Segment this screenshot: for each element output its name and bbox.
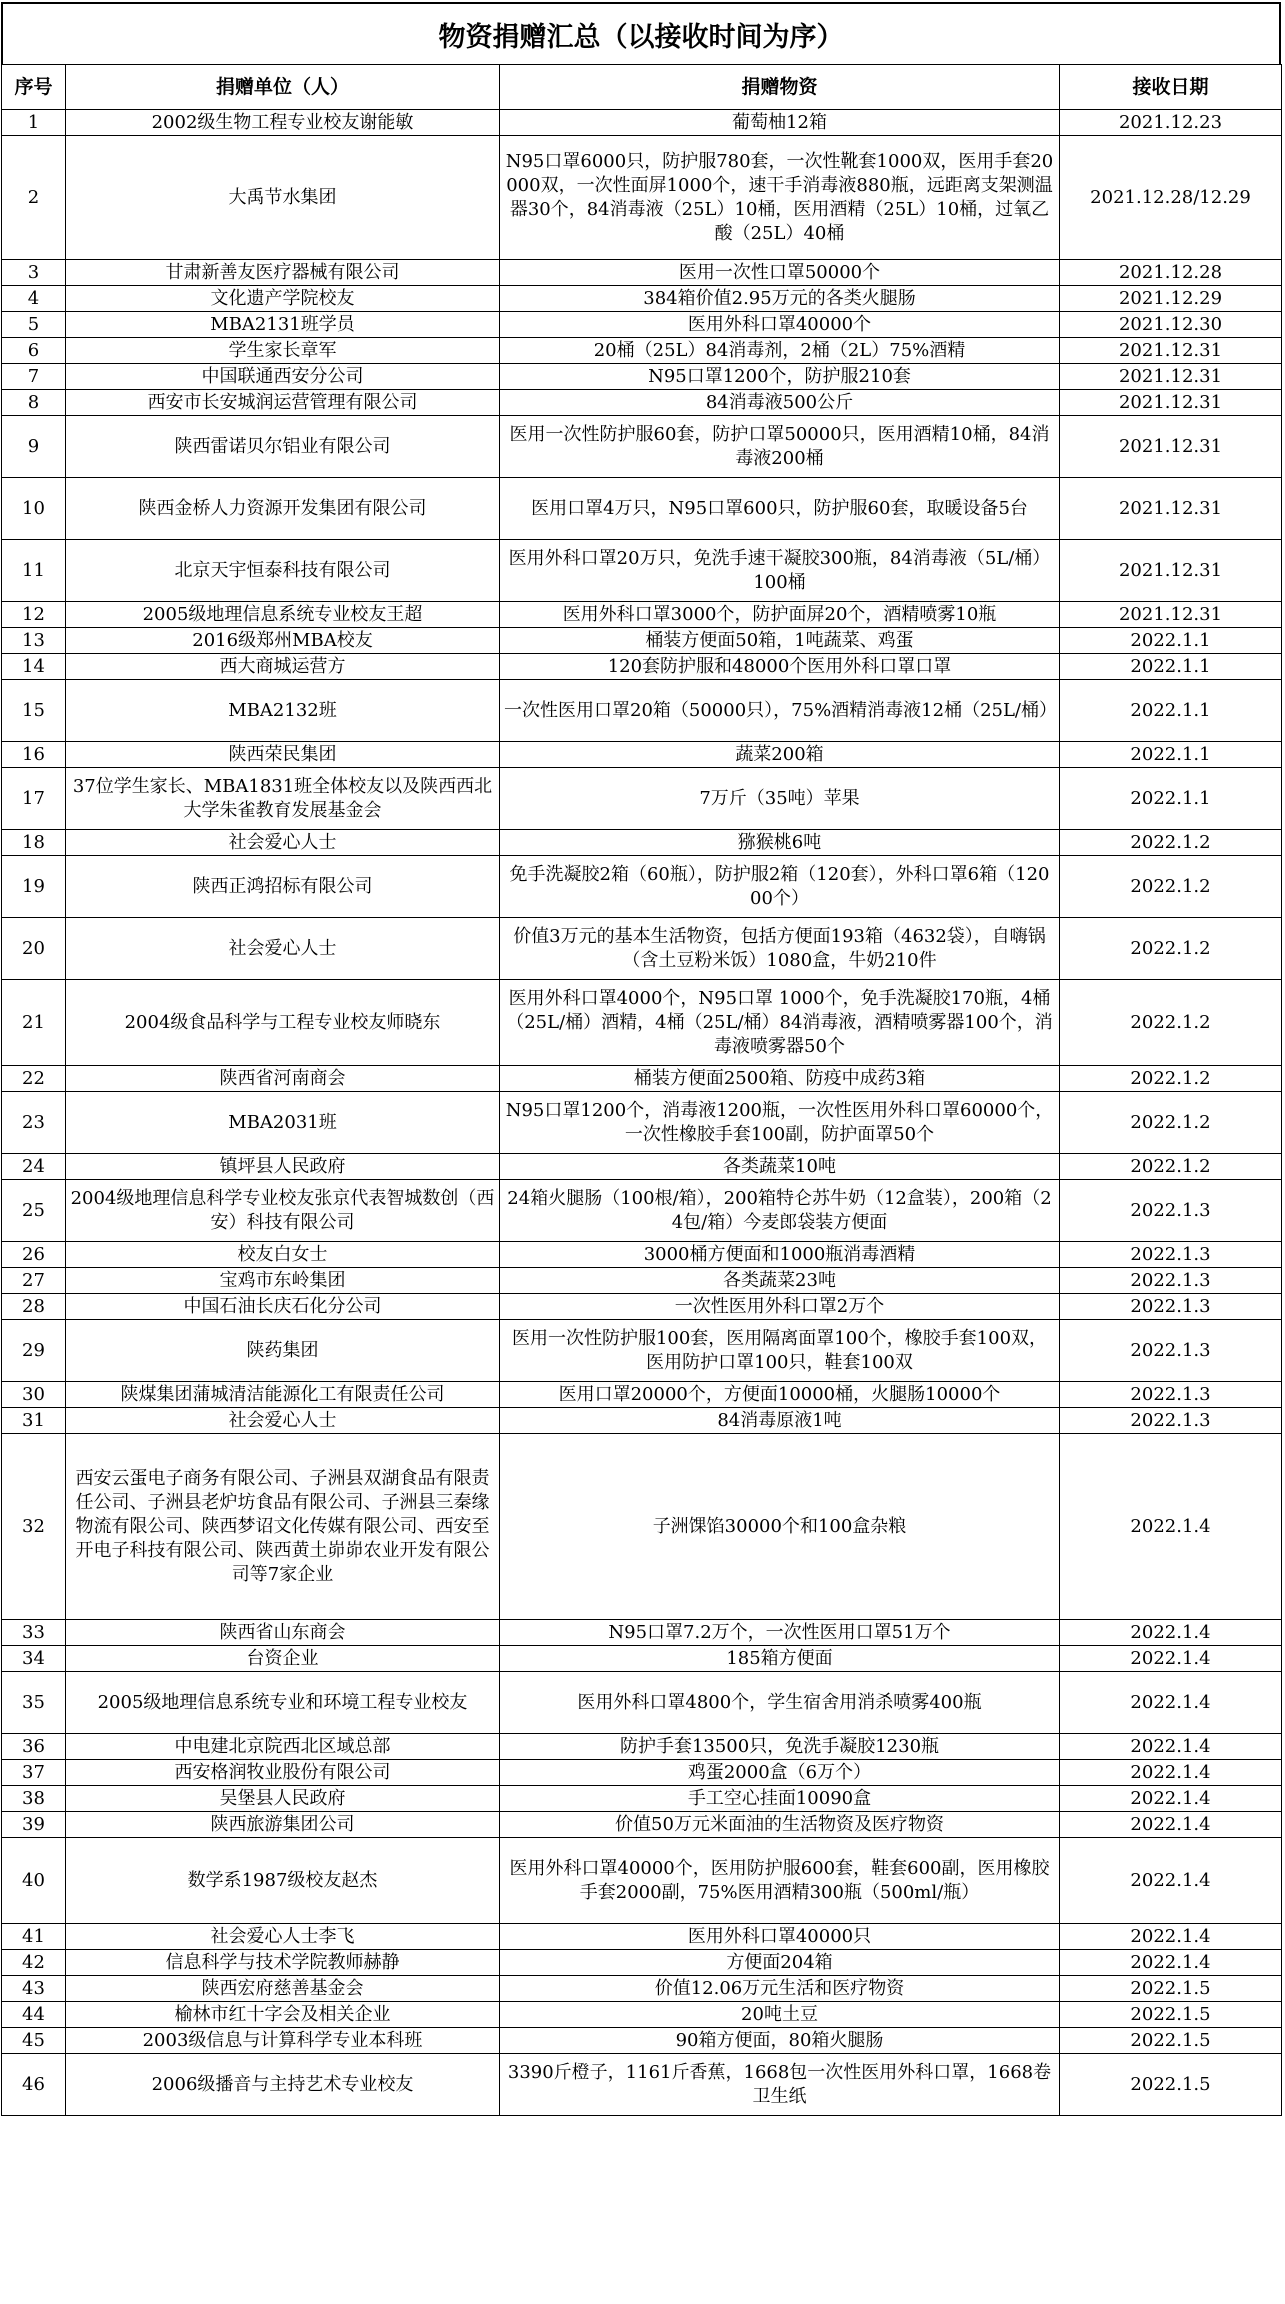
table-row: [2, 1672, 1282, 1734]
row-donor: 社会爱心人士: [66, 1408, 500, 1434]
row-donor: MBA2132班: [66, 680, 500, 742]
row-items: 医用外科口罩20万只，免洗手速干凝胶300瓶，84消毒液（5L/桶）100桶: [500, 540, 1060, 602]
row-donor: MBA2131班学员: [66, 312, 500, 338]
row-donor: 2006级播音与主持艺术专业校友: [66, 2054, 500, 2116]
table-row: [2, 654, 1282, 680]
row-date: 2022.1.5: [1060, 2028, 1282, 2054]
row-items: 医用一次性口罩50000个: [500, 260, 1060, 286]
row-donor: 大禹节水集团: [66, 136, 500, 260]
row-date: 2021.12.31: [1060, 364, 1282, 390]
table-row: [2, 1838, 1282, 1924]
row-seq: 33: [2, 1620, 66, 1646]
row-items: 一次性医用外科口罩2万个: [500, 1294, 1060, 1320]
table-row: [2, 260, 1282, 286]
table-row: [2, 540, 1282, 602]
row-donor: 西安格润牧业股份有限公司: [66, 1760, 500, 1786]
row-donor: 中国联通西安分公司: [66, 364, 500, 390]
row-items: 20吨土豆: [500, 2002, 1060, 2028]
row-items: 医用口罩20000个，方便面10000桶，火腿肠10000个: [500, 1382, 1060, 1408]
table-row: [2, 1434, 1282, 1620]
row-seq: 40: [2, 1838, 66, 1924]
row-donor: 2005级地理信息系统专业校友王超: [66, 602, 500, 628]
row-items: 3390斤橙子，1161斤香蕉，1668包一次性医用外科口罩，1668卷卫生纸: [500, 2054, 1060, 2116]
table-row: [2, 768, 1282, 830]
row-donor: 榆林市红十字会及相关企业: [66, 2002, 500, 2028]
row-items: 各类蔬菜10吨: [500, 1154, 1060, 1180]
row-seq: 36: [2, 1734, 66, 1760]
row-date: 2022.1.2: [1060, 856, 1282, 918]
row-seq: 10: [2, 478, 66, 540]
row-date: 2022.1.4: [1060, 1620, 1282, 1646]
table-row: [2, 1154, 1282, 1180]
row-date: 2021.12.23: [1060, 110, 1282, 136]
table-row: [2, 856, 1282, 918]
row-donor: 陕西金桥人力资源开发集团有限公司: [66, 478, 500, 540]
header-row: [2, 65, 1282, 110]
row-donor: 2005级地理信息系统专业和环境工程专业校友: [66, 1672, 500, 1734]
row-items: 医用外科口罩40000个: [500, 312, 1060, 338]
table-row: [2, 286, 1282, 312]
row-seq: 44: [2, 2002, 66, 2028]
table-row: [2, 1734, 1282, 1760]
row-date: 2021.12.31: [1060, 602, 1282, 628]
row-donor: 台资企业: [66, 1646, 500, 1672]
row-donor: 陕西旅游集团公司: [66, 1812, 500, 1838]
row-items: 84消毒液500公斤: [500, 390, 1060, 416]
row-items: 20桶（25L）84消毒剂，2桶（2L）75%酒精: [500, 338, 1060, 364]
row-donor: 西安云蛋电子商务有限公司、子洲县双湖食品有限责任公司、子洲县老炉坊食品有限公司、子洲县三秦缘物流有限公司、陕西梦诏文化传媒有限公司、西安至开电子科技有限公司、陕西黄土峁峁农业开发有限公司等7家企业: [66, 1434, 500, 1620]
row-seq: 26: [2, 1242, 66, 1268]
row-items: N95口罩1200个，消毒液1200瓶，一次性医用外科口罩60000个，一次性橡胶手套100副，防护面罩50个: [500, 1092, 1060, 1154]
row-donor: 中国石油长庆石化分公司: [66, 1294, 500, 1320]
row-seq: 43: [2, 1976, 66, 2002]
row-items: 免手洗凝胶2箱（60瓶），防护服2箱（120套），外科口罩6箱（12000个）: [500, 856, 1060, 918]
row-items: 医用一次性防护服60套，防护口罩50000只，医用酒精10桶，84消毒液200桶: [500, 416, 1060, 478]
table-row: [2, 2054, 1282, 2116]
row-seq: 28: [2, 1294, 66, 1320]
donation-table: [1, 64, 1282, 2116]
row-items: 价值50万元米面油的生活物资及医疗物资: [500, 1812, 1060, 1838]
row-date: 2022.1.3: [1060, 1294, 1282, 1320]
row-date: 2022.1.5: [1060, 1976, 1282, 2002]
table-row: [2, 1320, 1282, 1382]
row-seq: 12: [2, 602, 66, 628]
row-items: 桶装方便面50箱，1吨蔬菜、鸡蛋: [500, 628, 1060, 654]
row-date: 2022.1.2: [1060, 1154, 1282, 1180]
row-date: 2022.1.3: [1060, 1268, 1282, 1294]
table-row: [2, 1620, 1282, 1646]
row-items: 医用一次性防护服100套，医用隔离面罩100个，橡胶手套100双，医用防护口罩100只，鞋套100双: [500, 1320, 1060, 1382]
row-donor: 陕西正鸿招标有限公司: [66, 856, 500, 918]
table-row: [2, 1786, 1282, 1812]
row-seq: 7: [2, 364, 66, 390]
row-donor: 吴堡县人民政府: [66, 1786, 500, 1812]
row-date: 2022.1.3: [1060, 1382, 1282, 1408]
row-items: 医用外科口罩4800个，学生宿舍用消杀喷雾400瓶: [500, 1672, 1060, 1734]
row-items: 医用口罩4万只，N95口罩600只，防护服60套，取暖设备5台: [500, 478, 1060, 540]
row-seq: 19: [2, 856, 66, 918]
row-date: 2022.1.1: [1060, 680, 1282, 742]
row-seq: 37: [2, 1760, 66, 1786]
row-donor: 西安市长安城润运营管理有限公司: [66, 390, 500, 416]
table-row: [2, 628, 1282, 654]
row-items: 各类蔬菜23吨: [500, 1268, 1060, 1294]
row-seq: 23: [2, 1092, 66, 1154]
header-date: 接收日期: [1060, 65, 1282, 110]
row-donor: 2004级地理信息科学专业校友张京代表智城数创（西安）科技有限公司: [66, 1180, 500, 1242]
row-date: 2022.1.3: [1060, 1242, 1282, 1268]
table-row: [2, 1382, 1282, 1408]
row-items: 猕猴桃6吨: [500, 830, 1060, 856]
row-date: 2022.1.4: [1060, 1672, 1282, 1734]
row-seq: 41: [2, 1924, 66, 1950]
row-donor: 陕西省山东商会: [66, 1620, 500, 1646]
row-donor: 2004级食品科学与工程专业校友师晓东: [66, 980, 500, 1066]
table-row: [2, 1294, 1282, 1320]
row-seq: 24: [2, 1154, 66, 1180]
row-items: 桶装方便面2500箱、防疫中成药3箱: [500, 1066, 1060, 1092]
table-row: [2, 1760, 1282, 1786]
row-items: 医用外科口罩4000个，N95口罩 1000个，免手洗凝胶170瓶，4桶（25L/桶）酒精，4桶（25L/桶）84消毒液，酒精喷雾器100个，消毒液喷雾器50个: [500, 980, 1060, 1066]
row-donor: 37位学生家长、MBA1831班全体校友以及陕西西北大学朱雀教育发展基金会: [66, 768, 500, 830]
row-donor: 社会爱心人士: [66, 830, 500, 856]
row-items: 7万斤（35吨）苹果: [500, 768, 1060, 830]
row-seq: 14: [2, 654, 66, 680]
table-row: [2, 2028, 1282, 2054]
row-items: 185箱方便面: [500, 1646, 1060, 1672]
row-date: 2022.1.1: [1060, 628, 1282, 654]
row-seq: 21: [2, 980, 66, 1066]
row-donor: 陕西宏府慈善基金会: [66, 1976, 500, 2002]
row-date: 2022.1.5: [1060, 2002, 1282, 2028]
row-date: 2022.1.3: [1060, 1408, 1282, 1434]
table-row: [2, 364, 1282, 390]
row-date: 2022.1.2: [1060, 1092, 1282, 1154]
row-donor: 陕药集团: [66, 1320, 500, 1382]
row-donor: 西大商城运营方: [66, 654, 500, 680]
row-donor: 陕西荣民集团: [66, 742, 500, 768]
row-date: 2022.1.2: [1060, 1066, 1282, 1092]
row-items: 蔬菜200箱: [500, 742, 1060, 768]
table-row: [2, 390, 1282, 416]
table-row: [2, 1812, 1282, 1838]
row-seq: 13: [2, 628, 66, 654]
row-date: 2022.1.2: [1060, 830, 1282, 856]
row-donor: 陕西雷诺贝尔铝业有限公司: [66, 416, 500, 478]
row-date: 2022.1.4: [1060, 1838, 1282, 1924]
row-seq: 1: [2, 110, 66, 136]
table-row: [2, 1180, 1282, 1242]
row-seq: 31: [2, 1408, 66, 1434]
row-seq: 16: [2, 742, 66, 768]
row-donor: 北京天宇恒泰科技有限公司: [66, 540, 500, 602]
table-row: [2, 1408, 1282, 1434]
row-donor: 信息科学与技术学院教师赫静: [66, 1950, 500, 1976]
row-date: 2022.1.1: [1060, 742, 1282, 768]
row-donor: 社会爱心人士李飞: [66, 1924, 500, 1950]
row-seq: 32: [2, 1434, 66, 1620]
row-date: 2022.1.4: [1060, 1950, 1282, 1976]
row-seq: 29: [2, 1320, 66, 1382]
table-row: [2, 1268, 1282, 1294]
row-seq: 22: [2, 1066, 66, 1092]
row-items: 384箱价值2.95万元的各类火腿肠: [500, 286, 1060, 312]
row-seq: 39: [2, 1812, 66, 1838]
row-date: 2021.12.31: [1060, 478, 1282, 540]
row-items: 价值12.06万元生活和医疗物资: [500, 1976, 1060, 2002]
row-date: 2022.1.1: [1060, 654, 1282, 680]
row-date: 2022.1.4: [1060, 1734, 1282, 1760]
row-donor: 校友白女士: [66, 1242, 500, 1268]
page-title: 物资捐赠汇总（以接收时间为序）: [1, 2, 1281, 64]
row-items: 24箱火腿肠（100根/箱），200箱特仑苏牛奶（12盒装），200箱（24包/箱）今麦郎袋装方便面: [500, 1180, 1060, 1242]
row-date: 2022.1.4: [1060, 1786, 1282, 1812]
row-date: 2022.1.2: [1060, 980, 1282, 1066]
row-items: 价值3万元的基本生活物资，包括方便面193箱（4632袋），自嗨锅（含土豆粉米饭）1080盒，牛奶210件: [500, 918, 1060, 980]
row-date: 2022.1.2: [1060, 918, 1282, 980]
row-date: 2021.12.28: [1060, 260, 1282, 286]
row-items: N95口罩1200个，防护服210套: [500, 364, 1060, 390]
row-seq: 9: [2, 416, 66, 478]
row-seq: 2: [2, 136, 66, 260]
row-donor: 数学系1987级校友赵杰: [66, 1838, 500, 1924]
row-donor: 宝鸡市东岭集团: [66, 1268, 500, 1294]
row-seq: 4: [2, 286, 66, 312]
row-date: 2022.1.4: [1060, 1646, 1282, 1672]
row-items: 120套防护服和48000个医用外科口罩口罩: [500, 654, 1060, 680]
row-donor: 2002级生物工程专业校友谢能敏: [66, 110, 500, 136]
row-donor: 文化遗产学院校友: [66, 286, 500, 312]
table-row: [2, 830, 1282, 856]
row-items: N95口罩7.2万个，一次性医用口罩51万个: [500, 1620, 1060, 1646]
row-date: 2021.12.31: [1060, 338, 1282, 364]
row-seq: 42: [2, 1950, 66, 1976]
row-donor: 甘肃新善友医疗器械有限公司: [66, 260, 500, 286]
row-seq: 25: [2, 1180, 66, 1242]
row-seq: 15: [2, 680, 66, 742]
row-seq: 46: [2, 2054, 66, 2116]
table-row: [2, 416, 1282, 478]
table-row: [2, 1242, 1282, 1268]
row-items: N95口罩6000只，防护服780套，一次性靴套1000双，医用手套20000双，一次性面屏1000个，速干手消毒液880瓶，远距离支架测温器30个，84消毒液（25L）10桶，医用酒精（25L）10桶，过氧乙酸（25L）40桶: [500, 136, 1060, 260]
table-row: [2, 1092, 1282, 1154]
donation-sheet: [1, 2, 1281, 2116]
row-seq: 20: [2, 918, 66, 980]
table-row: [2, 338, 1282, 364]
table-row: [2, 918, 1282, 980]
row-seq: 45: [2, 2028, 66, 2054]
table-row: [2, 1976, 1282, 2002]
table-row: [2, 312, 1282, 338]
row-items: 方便面204箱: [500, 1950, 1060, 1976]
row-date: 2022.1.3: [1060, 1320, 1282, 1382]
row-seq: 27: [2, 1268, 66, 1294]
row-items: 葡萄柚12箱: [500, 110, 1060, 136]
row-donor: 2016级郑州MBA校友: [66, 628, 500, 654]
row-items: 医用外科口罩40000只: [500, 1924, 1060, 1950]
row-date: 2022.1.4: [1060, 1434, 1282, 1620]
row-items: 子洲馃馅30000个和100盒杂粮: [500, 1434, 1060, 1620]
row-date: 2021.12.30: [1060, 312, 1282, 338]
row-donor: 陕西省河南商会: [66, 1066, 500, 1092]
row-seq: 11: [2, 540, 66, 602]
table-row: [2, 680, 1282, 742]
table-row: [2, 742, 1282, 768]
table-row: [2, 1646, 1282, 1672]
row-date: 2021.12.31: [1060, 390, 1282, 416]
table-row: [2, 980, 1282, 1066]
table-row: [2, 136, 1282, 260]
row-seq: 17: [2, 768, 66, 830]
header-donor: 捐赠单位（人）: [66, 65, 500, 110]
row-date: 2021.12.28/12.29: [1060, 136, 1282, 260]
row-donor: 2003级信息与计算科学专业本科班: [66, 2028, 500, 2054]
table-row: [2, 1950, 1282, 1976]
row-items: 医用外科口罩3000个，防护面屏20个，酒精喷雾10瓶: [500, 602, 1060, 628]
table-row: [2, 602, 1282, 628]
row-items: 医用外科口罩40000个，医用防护服600套，鞋套600副，医用橡胶手套2000副，75%医用酒精300瓶（500ml/瓶）: [500, 1838, 1060, 1924]
row-seq: 30: [2, 1382, 66, 1408]
row-donor: 镇坪县人民政府: [66, 1154, 500, 1180]
row-seq: 6: [2, 338, 66, 364]
table-body: [2, 110, 1282, 2116]
header-seq: 序号: [2, 65, 66, 110]
row-donor: MBA2031班: [66, 1092, 500, 1154]
row-items: 手工空心挂面10090盒: [500, 1786, 1060, 1812]
table-row: [2, 110, 1282, 136]
table-row: [2, 2002, 1282, 2028]
row-date: 2021.12.31: [1060, 416, 1282, 478]
row-donor: 社会爱心人士: [66, 918, 500, 980]
row-date: 2022.1.3: [1060, 1180, 1282, 1242]
row-seq: 35: [2, 1672, 66, 1734]
table-row: [2, 1066, 1282, 1092]
row-seq: 3: [2, 260, 66, 286]
row-date: 2021.12.31: [1060, 540, 1282, 602]
row-seq: 38: [2, 1786, 66, 1812]
row-donor: 中电建北京院西北区域总部: [66, 1734, 500, 1760]
row-seq: 8: [2, 390, 66, 416]
row-items: 3000桶方便面和1000瓶消毒酒精: [500, 1242, 1060, 1268]
row-donor: 陕煤集团蒲城清洁能源化工有限责任公司: [66, 1382, 500, 1408]
table-row: [2, 1924, 1282, 1950]
row-items: 90箱方便面，80箱火腿肠: [500, 2028, 1060, 2054]
row-items: 84消毒原液1吨: [500, 1408, 1060, 1434]
row-seq: 34: [2, 1646, 66, 1672]
header-items: 捐赠物资: [500, 65, 1060, 110]
row-date: 2022.1.4: [1060, 1924, 1282, 1950]
table-row: [2, 478, 1282, 540]
row-date: 2022.1.4: [1060, 1760, 1282, 1786]
row-date: 2021.12.29: [1060, 286, 1282, 312]
row-date: 2022.1.4: [1060, 1812, 1282, 1838]
row-items: 一次性医用口罩20箱（50000只），75%酒精消毒液12桶（25L/桶）: [500, 680, 1060, 742]
row-donor: 学生家长章军: [66, 338, 500, 364]
row-date: 2022.1.1: [1060, 768, 1282, 830]
row-date: 2022.1.5: [1060, 2054, 1282, 2116]
row-seq: 5: [2, 312, 66, 338]
row-items: 鸡蛋2000盒（6万个）: [500, 1760, 1060, 1786]
row-seq: 18: [2, 830, 66, 856]
row-items: 防护手套13500只，免洗手凝胶1230瓶: [500, 1734, 1060, 1760]
